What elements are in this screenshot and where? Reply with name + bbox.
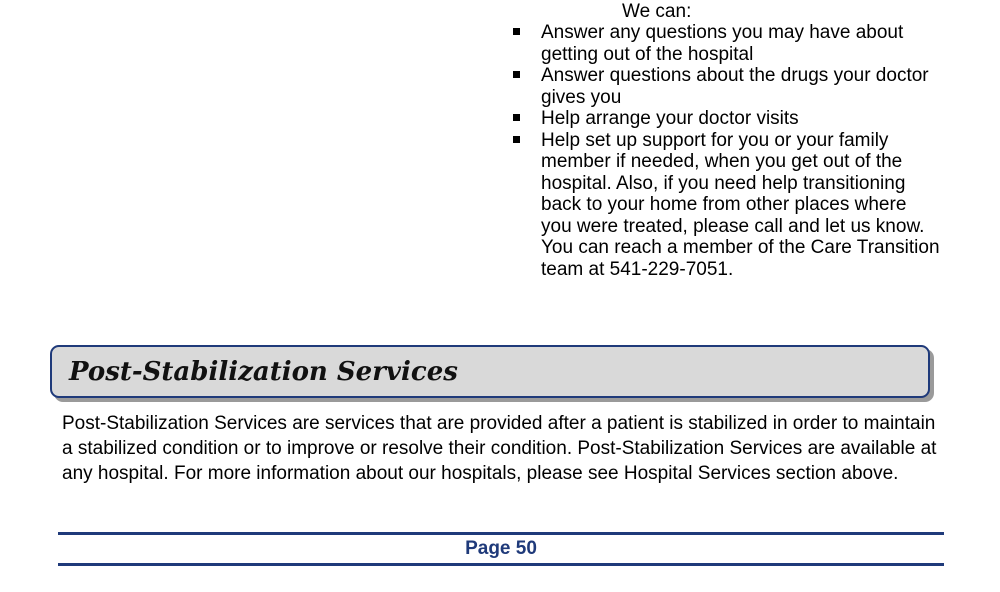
section-header-box [50,345,930,398]
section-title: Post-Stabilization Services [69,357,458,387]
square-bullet-icon [513,28,520,35]
square-bullet-icon [513,71,520,78]
list-item-text: Help set up support for you or your family member if needed, when you get out of the hospital. Also, if you need help transitioning back to your home from other places where you were treated, please call and let us know. You can reach a member of the Care Transition team at 541-229-7051. [541,129,940,280]
list-item-text: Help arrange your doctor visits [541,108,799,129]
care-transition-list [512,22,942,280]
square-bullet-icon [513,136,520,143]
care-transition-intro: We can: [622,1,692,22]
list-item [512,22,942,65]
square-bullet-icon [513,114,520,121]
list-item-text: Answer any questions you may have about getting out of the hospital [541,22,904,65]
list-item [512,65,942,108]
page-number: Page 50 [465,538,537,559]
list-item [512,130,942,281]
footer-rule-bottom [58,563,944,566]
footer-rule-top [58,532,944,535]
list-item-text: Answer questions about the drugs your doctor gives you [541,65,929,108]
section-body-text: Post-Stabilization Services are services that are provided after a patient is stabilized in order to maintain a stabilized condition or to improve or resolve their condition. Post-Stabilization Services are available at any hospital. For more information about our hospitals, please see Hospital Services section above. [62,413,937,484]
list-item [512,108,942,130]
